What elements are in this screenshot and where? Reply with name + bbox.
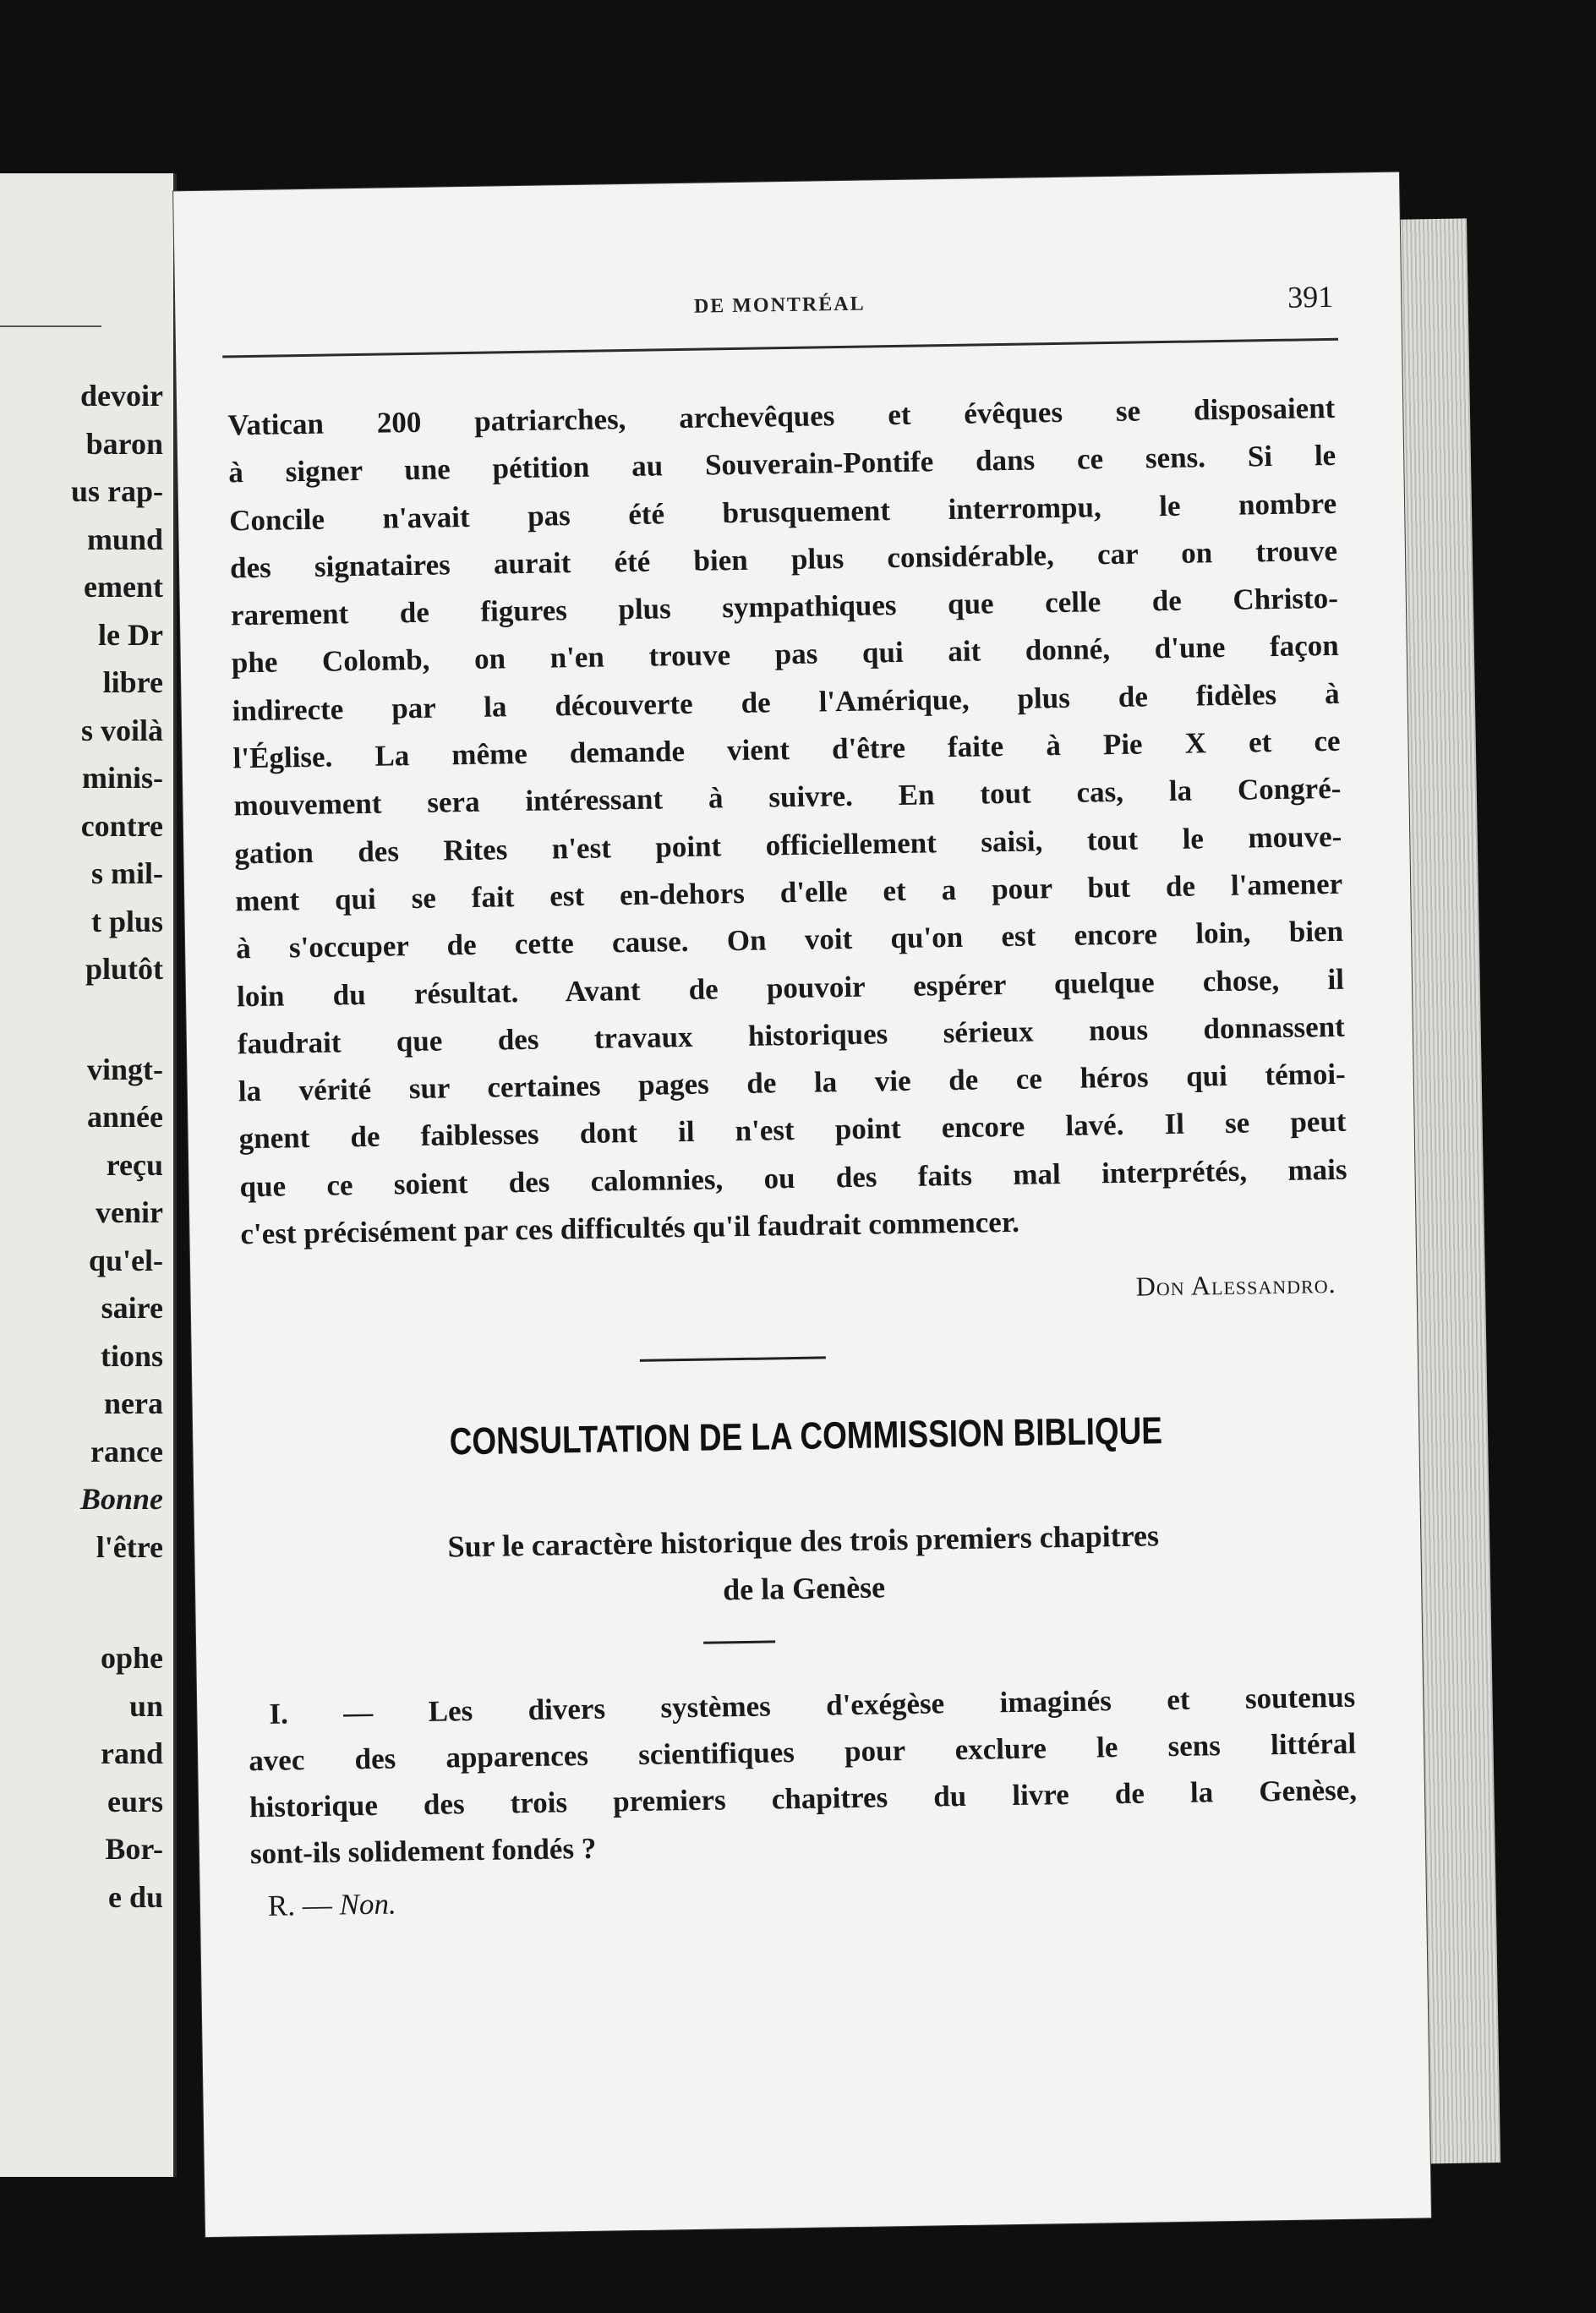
left-line: venir bbox=[96, 1195, 163, 1229]
subtitle-line: Sur le caractère historique des trois premiers chapitres bbox=[447, 1518, 1160, 1564]
body-line: ment qui se fait est en-dehors d'elle et a pour but de l'amener bbox=[234, 867, 1343, 918]
running-head: DE MONTRÉAL bbox=[693, 293, 866, 318]
left-line: eurs bbox=[107, 1784, 163, 1818]
body-line: rarement de figures plus sympathiques que celle de Christo- bbox=[230, 581, 1339, 632]
page-number: 391 bbox=[1287, 279, 1334, 314]
body-line: gnent de faiblesses dont il n'est point encore lavé. Il se peut bbox=[238, 1105, 1347, 1156]
left-line: libre bbox=[102, 665, 163, 699]
left-line: contre bbox=[80, 808, 163, 843]
header-rule bbox=[222, 338, 1338, 358]
question-line: I. — Les divers systèmes d'exégèse imaginés et soutenus bbox=[269, 1680, 1356, 1731]
left-line: rance bbox=[90, 1434, 163, 1468]
left-line: minis- bbox=[81, 761, 163, 795]
body-line: que ce soient des calomnies, ou des faits mal interprétés, mais bbox=[239, 1152, 1347, 1204]
left-line: rand bbox=[100, 1736, 163, 1770]
left-line: reçu bbox=[106, 1147, 163, 1182]
left-line: tions bbox=[100, 1338, 163, 1373]
body-line: indirecte par la découverte de l'Amérique, plus de fidèles à bbox=[232, 676, 1340, 728]
body-line: gation des Rites n'est point officiellement saisi, tout le mouve- bbox=[234, 819, 1342, 871]
answer-prefix: R. — bbox=[267, 1888, 333, 1922]
body-line: c'est précisément par ces difficultés qu'il faudrait commencer. bbox=[240, 1205, 1020, 1251]
author-signature: Don Alessandro. bbox=[1135, 1267, 1336, 1302]
left-line bbox=[0, 1571, 163, 1634]
left-line: saire bbox=[101, 1291, 163, 1325]
left-line: Bonne bbox=[79, 1482, 163, 1516]
question-line: sont-ils solidement fondés ? bbox=[249, 1831, 597, 1871]
left-line: vingt- bbox=[87, 1052, 163, 1086]
answer-text: Non. bbox=[339, 1887, 396, 1922]
left-line: ophe bbox=[100, 1641, 163, 1675]
left-line: année bbox=[87, 1100, 163, 1134]
body-line: loin du résultat. Avant de pouvoir espérer quelque chose, il bbox=[236, 962, 1345, 1013]
body-line: des signataires aurait été bien plus considérable, car on trouve bbox=[229, 533, 1338, 585]
question-line: historique des trois premiers chapitres du livre de la Genèse, bbox=[249, 1773, 1358, 1824]
left-line: us rap- bbox=[70, 474, 163, 508]
left-line: mund bbox=[86, 522, 163, 556]
body-line: à signer une pétition au Souverain-Pontife dans ce sens. Si le bbox=[228, 439, 1336, 489]
body-paragraph bbox=[227, 385, 1348, 1259]
body-line: l'Église. La même demande vient d'être faite à Pie X et ce bbox=[232, 724, 1341, 775]
left-line: nera bbox=[104, 1386, 163, 1420]
page-header bbox=[217, 279, 1342, 339]
left-line: plutôt bbox=[85, 952, 163, 986]
body-line: à s'occuper de cette cause. On voit qu'on est encore loin, bien bbox=[235, 915, 1344, 965]
left-line: baron bbox=[85, 426, 163, 461]
body-line: Vatican 200 patriarches, archevêques et évêques se disposaient bbox=[227, 391, 1336, 442]
left-page-text bbox=[0, 372, 163, 1921]
body-line: Concile n'avait pas été brusquement interrompu, le nombre bbox=[228, 486, 1337, 537]
left-line: ement bbox=[84, 570, 163, 604]
right-page bbox=[173, 172, 1431, 2237]
left-line: s voilà bbox=[80, 713, 163, 747]
left-line: le Dr bbox=[98, 617, 163, 652]
left-line: s mil- bbox=[91, 856, 163, 890]
left-page-rule bbox=[0, 325, 101, 327]
body-line: la vérité sur certaines pages de la vie de ce héros qui témoi- bbox=[238, 1057, 1346, 1108]
answer bbox=[268, 1888, 396, 1923]
body-line: phe Colomb, on n'en trouve pas qui ait donné, d'une façon bbox=[231, 629, 1340, 680]
section-title: CONSULTATION DE LA COMMISSION BIBLIQUE bbox=[449, 1408, 1163, 1463]
question-paragraph bbox=[248, 1674, 1358, 1878]
section-subtitle bbox=[245, 1509, 1363, 1621]
left-page bbox=[0, 173, 177, 2177]
left-line: t plus bbox=[90, 904, 163, 938]
subtitle-line: de la Genèse bbox=[722, 1570, 886, 1607]
question-line: avec des apparences scientifiques pour exclure le sens littéral bbox=[248, 1726, 1357, 1778]
body-line: faudrait que des travaux historiques sérieux nous donnassent bbox=[237, 1009, 1346, 1061]
left-line: qu'el- bbox=[88, 1243, 163, 1277]
body-line: mouvement sera intéressant à suivre. En tout cas, la Congré- bbox=[233, 772, 1342, 823]
left-line: e du bbox=[107, 1879, 163, 1914]
section-separator bbox=[640, 1356, 826, 1361]
left-line: Bor- bbox=[105, 1832, 163, 1866]
left-line: devoir bbox=[80, 379, 163, 413]
left-line bbox=[0, 993, 163, 1046]
left-line: un bbox=[128, 1688, 163, 1723]
left-line: l'être bbox=[96, 1529, 163, 1564]
subtitle-separator bbox=[703, 1640, 775, 1643]
